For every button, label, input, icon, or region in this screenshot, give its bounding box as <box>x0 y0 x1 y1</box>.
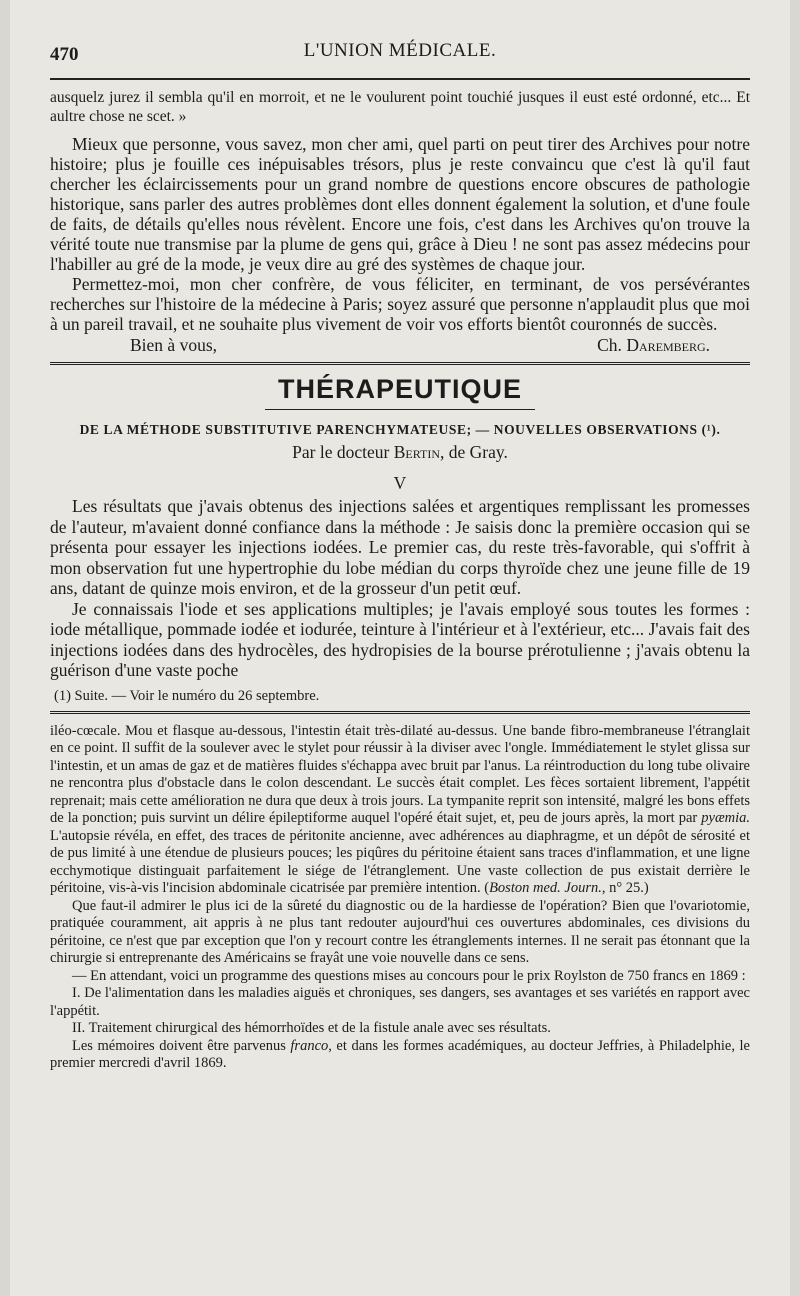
section-double-rule <box>50 362 750 368</box>
lower-paragraph-6 <box>50 1038 750 1073</box>
lower-p1-part-a: iléo-cœcale. Mou et flasque au-dessous, l'intestin était très-dilaté au-dessus. Une bande fibro-membraneuse l'étranglait en ce point. Il suffit de la soulever avec le stylet pour réussir à la diviser avec l'ongle. Immédiatement le stylet glissa sur l'intestin, et un amas de gaz et de matières fluides s'échappa avec bruit par l'anus. La réintroduction du long tube olivaire ne rencontra plus d'obstacle dans le colon descendant. Le succès était complet. Les fèces sortaient librement, l'appétit reprenait; mais cette amélioration ne dura que deux à trois jours. La tympanite reprit son intensité, malgré les bons effets de la ponction; puis survint un délire épileptiforme auquel l'opéré était sujet, et, peu de jours après, la mort par <box>50 722 750 826</box>
lower-paragraph-4: I. De l'alimentation dans les maladies aiguës et chroniques, ses dangers, ses avantages et ses variétés en rapport avec l'appétit. <box>50 985 750 1019</box>
lower-p1-part-b: L'autopsie révéla, en effet, des traces de péritonite ancienne, avec adhérences au diaphragme, et un dépôt de sérosité et de pus limité à une étendue de plusieurs pouces; les piqûres du péritoine étaient sans traces d'inflammation, et une ligne ecchymotique distinguait parfaitement le siége de l'étranglement. Une vaste collection de pus existait derrière le péritoine, vis-à-vis l'incision abdominale cicatrisée par première intention. ( <box>50 827 750 896</box>
signature-name: Daremberg. <box>626 335 710 355</box>
letter-paragraph-2: Mieux que personne, vous savez, mon cher ami, quel parti on peut tirer des Archives pour notre histoire; plus je fouille ces inépuisables trésors, plus je reste convaincu que c'est là qu'il faut chercher les éclaircissements pour un grand nombre de questions encore obscures de pathologie historique, sans parler des autres problèmes dont elles donnent également la solution, et d'une foule de faits, de détails qu'elles nous révèlent. Encore une fois, c'est dans les Archives qu'on trouve la vérité toute nue transmise par la plume de gens qui, grâce à Dieu ! ne sont pas assez médecins pour l'habiller au gré de la mode, je veux dire au gré des systèmes de chaque jour. <box>50 134 750 274</box>
lower-paragraph-1 <box>50 723 750 898</box>
article-title: DE LA MÉTHODE SUBSTITUTIVE PARENCHYMATEUSE; — NOUVELLES OBSERVATIONS (¹). <box>79 422 721 437</box>
lower-p1-part-c: , n° 25.) <box>601 880 649 896</box>
letter-signature-row <box>50 334 750 356</box>
lower-paragraph-5: II. Traitement chirurgical des hémorrhoïdes et de la fistule anale avec ses résultats. <box>72 1020 551 1036</box>
journal-title: L'UNION MÉDICALE. <box>303 40 497 61</box>
byline <box>50 440 750 464</box>
page-number: 470 <box>50 44 79 65</box>
footnote: (1) Suite. — Voir le numéro du 26 septembre. <box>54 687 320 704</box>
article-paragraph-1: Les résultats que j'avais obtenus des injections salées et argentiques remplissant les promesses de l'auteur, m'avaient donné confiance dans la méthode : Je saisis donc la première occasion qui se présenta pour essayer les injections iodées. Le premier cas, du reste très-favorable, qui s'offrit à mon observation fut une hypertrophie du lobe médian du corps thyroïde chez une jeune fille de 19 ans, datant de quinze mois environ, et de la grosseur d'un petit œuf. <box>50 496 750 598</box>
lower-p1-term: pyæmia. <box>701 810 750 826</box>
lower-paragraph-2: Que faut-il admirer le plus ici de la sûreté du diagnostic ou de la hardiesse de l'opération? Bien que l'ovariotomie, pratiquée couramment, ait appris à ne plus tant redouter aujourd'hui ces ouvertures abdominales, ces divisions du péritoine, ce n'est que par exception que l'on y recourt contre les étranglements internes. Il ne serait pas étonnant que la chirurgie si entreprenante des Américains se frayât une voie nouvelle dans ce sens. <box>50 897 750 966</box>
part-number: V <box>393 473 407 493</box>
signature-initial: Ch. <box>597 335 622 355</box>
lower-p6-part-a: Les mémoires doivent être parvenus <box>72 1037 286 1054</box>
byline-prefix: Par le docteur <box>292 442 390 462</box>
letter-closing: Bien à vous, <box>130 335 218 355</box>
letter-signature <box>597 334 710 356</box>
author-name: Bertin <box>393 442 440 462</box>
section-title-rule <box>265 409 535 410</box>
letter-paragraph-1: ausquelz jurez il sembla qu'il en morroit, et ne le voulurent point touchié jusques il eust esté ordonné, etc... Et aultre chose ne scet. » <box>50 89 750 125</box>
lower-p6-part-b: , et dans les formes académiques, au docteur Jeffries, à Philadelphie, le premier mercredi d'avril 1869. <box>50 1037 750 1071</box>
lower-p6-term: franco <box>290 1037 329 1054</box>
byline-suffix: , de Gray. <box>439 442 508 462</box>
section-title: THÉRAPEUTIQUE <box>277 374 523 404</box>
letter-paragraph-3: Permettez-moi, mon cher confrère, de vous féliciter, en terminant, de vos persévérantes recherches sur l'histoire de la médecine à Paris; soyez assuré que personne n'applaudit plus que moi à un pareil travail, et ne souhaite plus vivement de voir vos efforts bientôt couronnés de succès. <box>50 274 750 334</box>
lower-p1-source: Boston med. Journ. <box>489 880 602 896</box>
article-paragraph-2: Je connaissais l'iode et ses applications multiples; je l'avais employé sous toutes les formes : iode métallique, pommade iodée et iodurée, teinture à l'intérieur et à l'extérieur, etc... J'avais fait des injections iodées dans des hydrocèles, des hydropisies de la bourse prérotulienne ; j'avais obtenu la guérison d'une vaste poche <box>50 598 750 680</box>
lower-paragraph-3: — En attendant, voici un programme des questions mises au concours pour le prix Roylston de 750 francs en 1869 : <box>72 967 746 984</box>
page <box>10 0 790 1296</box>
running-head <box>50 0 750 78</box>
